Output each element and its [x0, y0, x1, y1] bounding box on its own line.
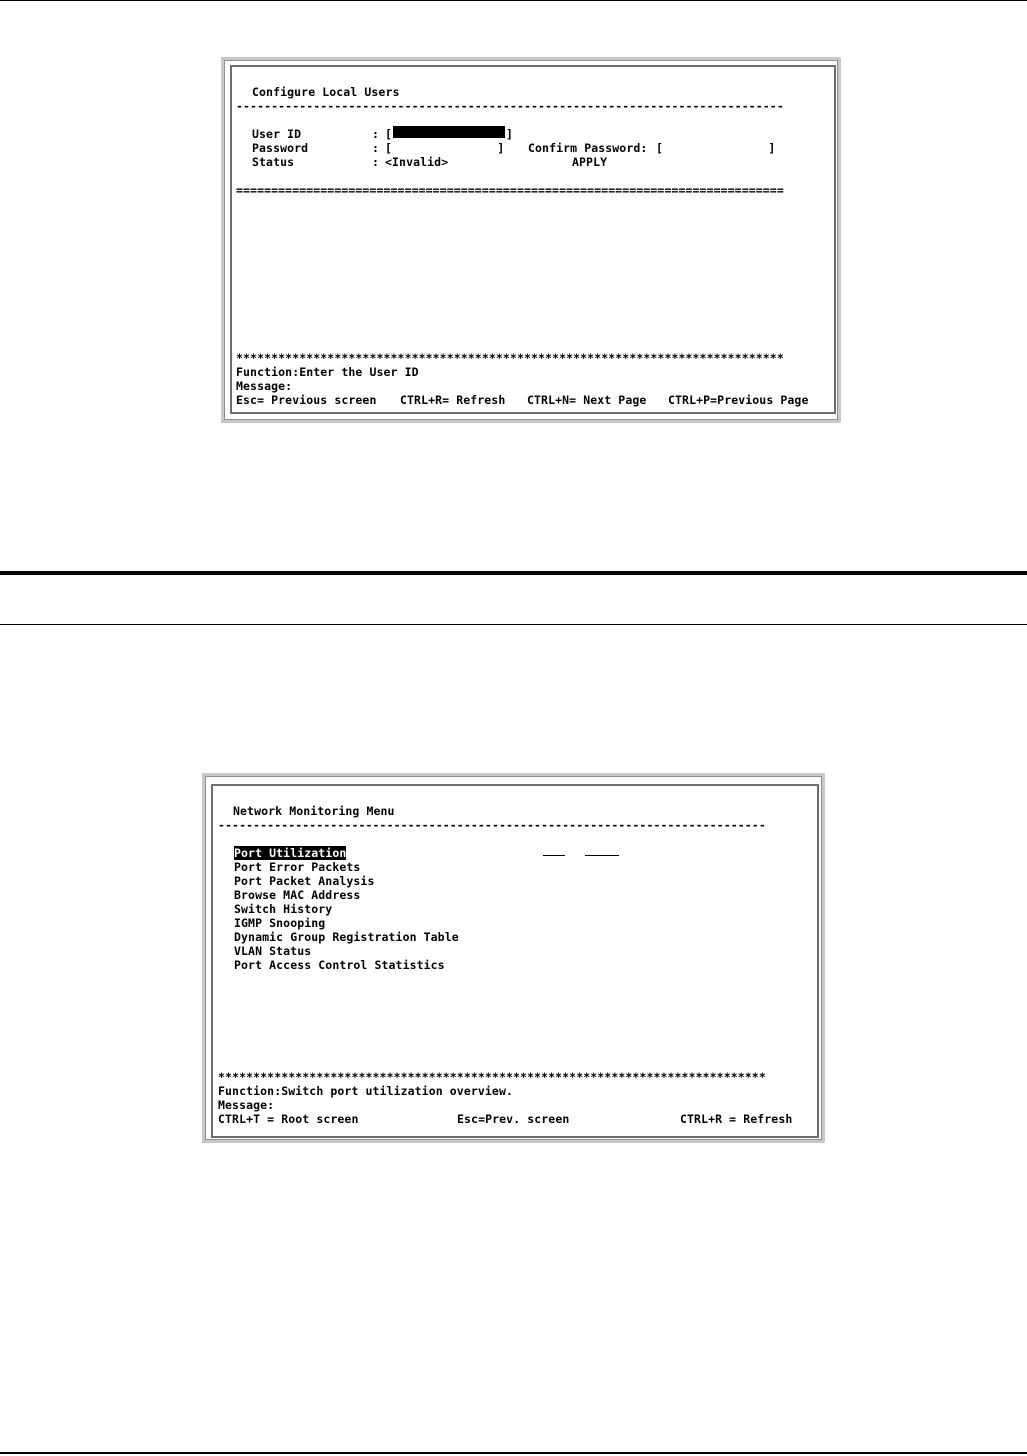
esc-previous-screen[interactable]: Esc= Previous screen — [236, 393, 377, 407]
configure-local-users-screen — [230, 65, 836, 414]
function-text: Function:Switch port utilization overview. — [218, 1084, 513, 1098]
screen-title: Network Monitoring Menu — [233, 804, 395, 818]
section-thin-rule — [0, 624, 1027, 625]
message-text: Message: — [236, 379, 293, 393]
star-separator: ****************************************************************************** — [236, 351, 784, 365]
dash-separator: ------------------------------------------------------------------------------ — [218, 818, 766, 832]
dash-separator: ------------------------------------------------------------------------------ — [236, 99, 784, 113]
user-id-bracket-open: [ — [385, 127, 393, 141]
menu-item-dynamic-group-registration-table[interactable]: Dynamic Group Registration Table — [234, 930, 459, 944]
function-text: Function:Enter the User ID — [236, 365, 419, 379]
star-separator: ****************************************************************************** — [218, 1070, 766, 1084]
confirm-password-input[interactable]: [ ] — [656, 141, 776, 155]
ctrl-p-previous-page[interactable]: CTRL+P=Previous Page — [668, 393, 809, 407]
menu-item-igmp-snooping[interactable]: IGMP Snooping — [234, 916, 326, 930]
user-id-bracket-close: ] — [506, 127, 514, 141]
ctrl-t-root-screen[interactable]: CTRL+T = Root screen — [218, 1112, 359, 1126]
menu-item-switch-history[interactable]: Switch History — [234, 902, 333, 916]
esc-prev-screen[interactable]: Esc=Prev. screen — [457, 1112, 570, 1126]
menu-item-port-access-control-statistics[interactable]: Port Access Control Statistics — [234, 958, 445, 972]
ctrl-n-next-page[interactable]: CTRL+N= Next Page — [527, 393, 647, 407]
ctrl-r-refresh[interactable]: CTRL+R= Refresh — [400, 393, 506, 407]
network-monitoring-screen — [211, 784, 819, 1138]
menu-item-vlan-status[interactable]: VLAN Status — [234, 944, 312, 958]
page-bottom-rule — [0, 1452, 1027, 1454]
page-top-rule — [0, 0, 1027, 1]
password-input[interactable]: [ ] — [385, 141, 505, 155]
password-label: Password — [252, 141, 309, 155]
confirm-password-label: Confirm Password: — [528, 141, 648, 155]
screen-title: Configure Local Users — [252, 85, 400, 99]
user-id-label: User ID — [252, 127, 302, 141]
password-colon: : — [372, 141, 380, 155]
menu-item-port-error-packets[interactable]: Port Error Packets — [234, 860, 361, 874]
section-heavy-rule — [0, 571, 1027, 575]
status-colon: : — [372, 155, 380, 169]
cursor-mark — [543, 855, 565, 856]
user-id-input[interactable] — [393, 126, 505, 138]
status-select[interactable]: <Invalid> — [385, 155, 449, 169]
menu-item-port-utilization[interactable]: Port Utilization — [234, 846, 347, 860]
ctrl-r-refresh[interactable]: CTRL+R = Refresh — [680, 1112, 793, 1126]
cursor-mark — [585, 855, 619, 856]
menu-item-browse-mac-address[interactable]: Browse MAC Address — [234, 888, 361, 902]
menu-item-port-packet-analysis[interactable]: Port Packet Analysis — [234, 874, 375, 888]
equals-separator: ============================================================================== — [236, 183, 784, 197]
message-text: Message: — [218, 1098, 275, 1112]
apply-button[interactable]: APPLY — [572, 155, 608, 169]
user-id-colon: : — [372, 127, 380, 141]
status-label: Status — [252, 155, 295, 169]
